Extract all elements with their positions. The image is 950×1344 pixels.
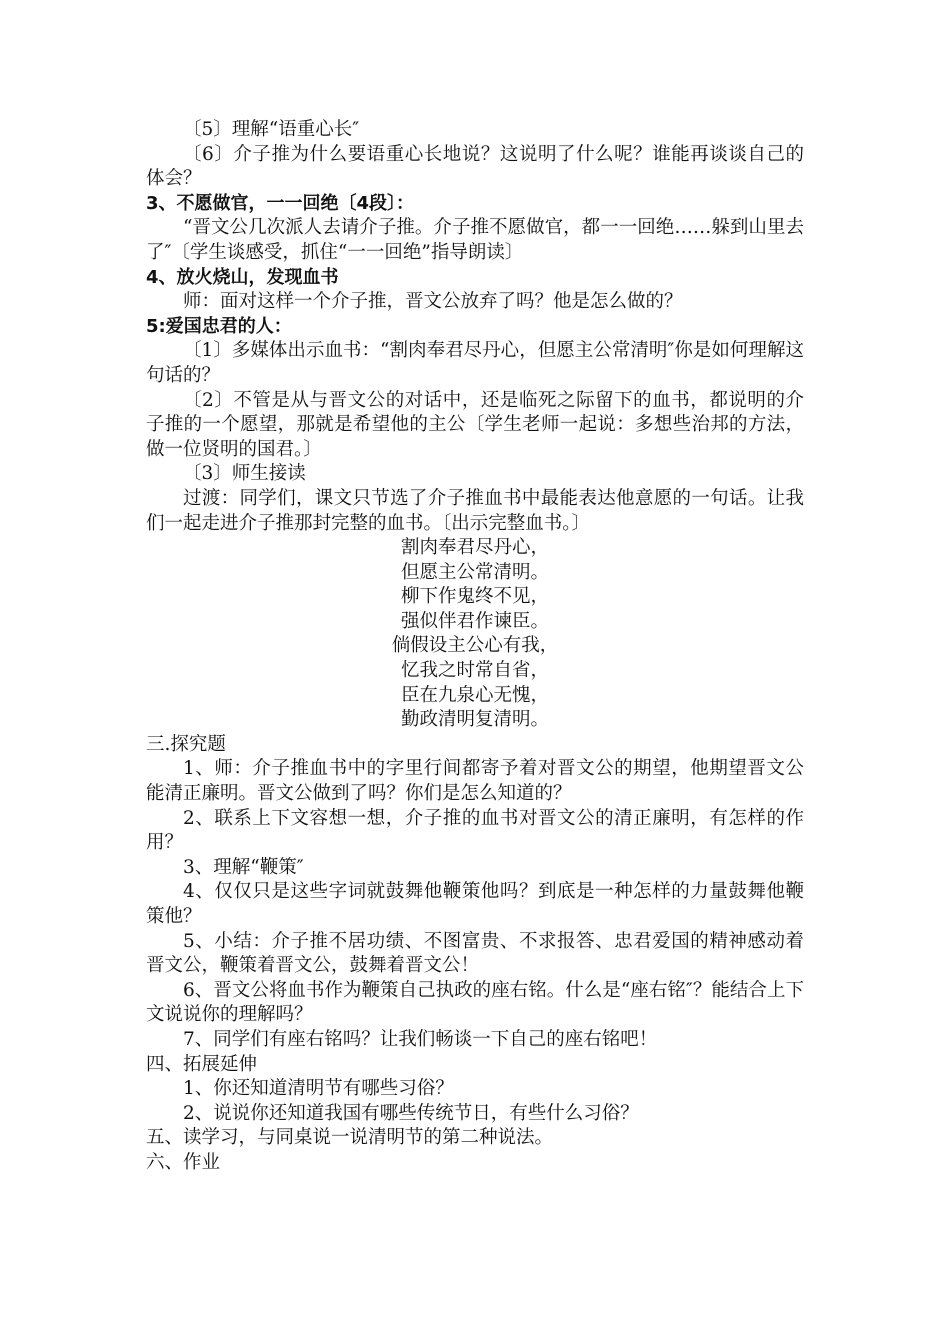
poem-line: 但愿主公常清明。	[400, 561, 549, 583]
heading-4: 4、放火烧山，发现血书	[146, 266, 339, 288]
blood-letter-poem	[146, 536, 804, 733]
section-3-question-3: 3、理解“鞭策″	[183, 856, 304, 878]
section-4-title: 四、拓展延伸	[146, 1053, 258, 1075]
section-4-question-2: 2、说说你还知道我国有哪些传统节日，有些什么习俗？	[183, 1102, 639, 1124]
section-3-question-1: 1、师：介子推血书中的字里行间都寄予着对晋文公的期望，他期望晋文公能清正廉明。晋文公做到了吗？你们是怎么知道的？	[146, 758, 804, 805]
item-6: 〔6〕介子推为什么要语重心长地说？这说明了什么呢？谁能再谈谈自己的体会？	[146, 143, 804, 190]
section-3-question-6: 6、晋文公将血书作为鞭策自己执政的座右铭。什么是“座右铭″？能结合上下文说说你的理解吗？	[146, 979, 804, 1026]
poem-line: 臣在九泉心无愧，	[400, 684, 549, 706]
item-blood-letter-3: 〔3〕师生接读	[183, 463, 306, 485]
poem-line: 割肉奉君尽丹心，	[400, 537, 549, 559]
item-blood-letter-2: 〔2〕不管是从与晋文公的对话中，还是临死之际留下的血书，都说明的介子推的一个愿望，那就是希望他的主公〔学生老师一起说：多想些治邦的方法，做一位贤明的国君。〕	[146, 389, 804, 460]
poem-line: 倘假设主公心有我，	[391, 635, 559, 657]
item-5: 〔5〕理解“语重心长″	[183, 119, 360, 140]
section-3-question-2: 2、联系上下文容想一想，介子推的血书对晋文公的清正廉明，有怎样的作用？	[146, 807, 804, 854]
section-3-question-7: 7、同学们有座右铭吗？让我们畅谈一下自己的座右铭吧！	[183, 1028, 658, 1050]
section-6-title: 六、作业	[146, 1151, 221, 1173]
section-5-title: 五、读学习，与同桌说一说清明节的第二种说法。	[146, 1127, 554, 1149]
section-3-question-4: 4、仅仅只是这些字词就鼓舞他鞭策他吗？到底是一种怎样的力量鼓舞他鞭策他？	[146, 881, 804, 927]
poem-line: 柳下作鬼终不见，	[400, 586, 549, 608]
section-3-title: 三.探究题	[146, 733, 226, 755]
transition-paragraph: 过渡：同学们，课文只节选了介子推血书中最能表达他意愿的一句话。让我们一起走进介子推那封完整的血书。〔出示完整血书。〕	[146, 487, 804, 534]
heading-3: 3、不愿做官，一一回绝〔4段〕：	[146, 192, 415, 214]
heading-5: 5:爱国忠君的人：	[146, 315, 292, 337]
poem-line: 强似伴君作谏臣。	[400, 610, 549, 632]
section-3-question-5: 5、小结：介子推不居功绩、不图富贵、不求报答、忠君爱国的精神感动着晋文公，鞭策着晋文公，鼓舞着晋文公！	[146, 930, 804, 977]
item-blood-letter-1: 〔1〕多媒体出示血书：“割肉奉君尽丹心，但愿主公常清明″你是如何理解这句话的？	[146, 340, 804, 386]
poem-line: 勤政清明复清明。	[400, 709, 549, 731]
paragraph-refuse: “晋文公几次派人去请介子推。介子推不愿做官，都一一回绝……躲到山里去了″〔学生谈感受，抓住“一一回绝”指导朗读〕	[146, 217, 804, 263]
section-4-question-1: 1、你还知道清明节有哪些习俗？	[183, 1078, 454, 1100]
poem-line: 忆我之时常自省，	[400, 660, 549, 682]
paragraph-teacher-question: 师：面对这样一个介子推，晋文公放弃了吗？他是怎么做的？	[183, 291, 683, 313]
